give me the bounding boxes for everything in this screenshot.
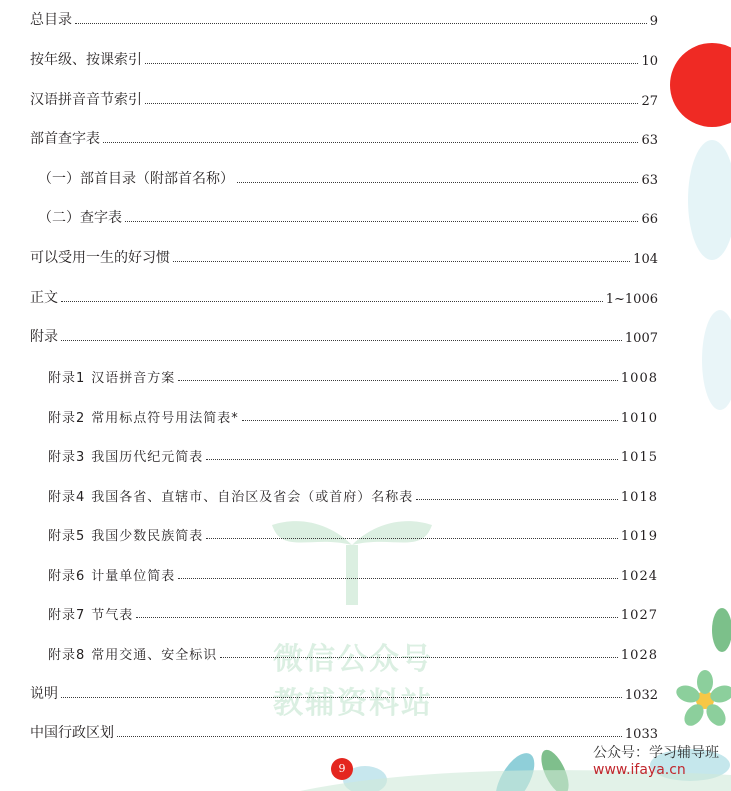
toc-entry-label: 说明 [30,686,58,702]
toc-entry-label: 我国少数民族简表 [91,529,204,544]
appendix-prefix: 附录3 [48,450,86,465]
toc-entry-page: 1008 [620,371,658,386]
toc-entry-page: 1019 [620,529,658,544]
leader-dots [125,220,638,222]
toc-entry-label: 总目录 [30,12,72,28]
toc-entry-page: 63 [641,173,658,188]
toc-appendix-entry[interactable] [48,481,658,505]
toc-entry-label: 常用标点符号用法简表* [91,411,239,426]
toc-entry-page: 1033 [624,727,658,742]
leader-dots [178,379,618,381]
toc-entry-page: 1028 [620,648,658,663]
toc-entry-label: 汉语拼音音节索引 [30,92,142,108]
toc-entry-page: 1032 [624,688,658,703]
toc-entry-page: 104 [633,252,658,267]
toc-entry-label: 常用交通、安全标识 [91,648,218,663]
toc-entry-label: 可以受用一生的好习惯 [30,250,170,266]
toc-entry[interactable] [30,679,658,703]
toc-entry-page: 1007 [624,331,658,346]
leader-dots [206,458,618,460]
appendix-prefix: 附录2 [48,411,86,426]
toc-entry[interactable] [30,85,658,109]
toc-appendix-entry[interactable] [48,362,658,386]
appendix-prefix: 附录6 [48,569,86,584]
leader-dots [178,577,618,579]
leader-dots [103,141,638,143]
toc-appendix-entry[interactable] [48,599,658,623]
page-number-badge: 9 [331,758,353,780]
appendix-prefix: 附录7 [48,608,86,623]
toc-entry-label: 我国各省、直辖市、自治区及省会（或首府）名称表 [91,490,414,505]
toc-entry[interactable] [38,203,658,227]
toc-entry-label: 部首查字表 [30,131,100,147]
footer-watermark [593,742,719,778]
leader-dots [416,498,618,500]
toc-entry[interactable] [38,164,658,188]
toc-entry-label: 中国行政区划 [30,725,114,741]
toc-entry[interactable] [30,124,658,148]
toc-entry-page: 1~1006 [605,292,658,307]
toc-appendix-entry[interactable] [48,560,658,584]
leader-dots [61,339,622,341]
watermark-line2: 教辅资料站 [273,686,433,721]
toc-entry-label: 我国历代纪元简表 [91,450,204,465]
toc-entry[interactable] [30,283,658,307]
toc-entry-page: 27 [641,94,658,109]
leader-dots [173,260,630,262]
toc-entry-page: 63 [641,133,658,148]
toc-entry-page: 1018 [620,490,658,505]
appendix-prefix: 附录4 [48,490,86,505]
toc-entry-label: 计量单位简表 [91,569,176,584]
toc-appendix-entry[interactable] [48,402,658,426]
toc-entry-page: 1027 [620,608,658,623]
leader-dots [220,656,618,658]
leader-dots [206,537,618,539]
toc-entry-page: 9 [649,14,658,29]
toc-appendix-entry[interactable] [48,520,658,544]
toc-entry[interactable] [30,243,658,267]
toc-entry[interactable] [30,322,658,346]
site-url: www.ifaya.cn [593,762,686,778]
toc-appendix-entry[interactable] [48,639,658,663]
watermark-line1: 微信公众号 [273,642,433,677]
toc-entry-label: （二）查字表 [38,210,122,226]
toc-entry[interactable] [30,718,658,742]
toc-entry-page: 66 [641,212,658,227]
leader-dots [145,102,638,104]
leader-dots [61,696,622,698]
toc-entry[interactable] [30,5,658,29]
leader-dots [75,22,647,24]
toc-entry-label: 按年级、按课索引 [30,52,142,68]
appendix-prefix: 附录1 [48,371,86,386]
leader-dots [136,616,618,618]
toc-entry-label: 汉语拼音方案 [91,371,176,386]
account-label: 公众号：学习辅导班 [593,745,719,761]
toc-entry-label: 节气表 [91,608,134,623]
toc-entry-label: 附录 [30,329,58,345]
toc-entry[interactable] [30,45,658,69]
appendix-prefix: 附录5 [48,529,86,544]
leader-dots [237,181,638,183]
toc-appendix-entry[interactable] [48,441,658,465]
toc-entry-page: 1024 [620,569,658,584]
leader-dots [242,419,618,421]
appendix-prefix: 附录8 [48,648,86,663]
toc-entry-page: 10 [641,54,658,69]
leader-dots [61,300,603,302]
leader-dots [145,62,638,64]
toc-entry-page: 1015 [620,450,658,465]
leader-dots [117,735,622,737]
toc-entry-label: （一）部首目录（附部首名称） [38,171,234,187]
toc-entry-page: 1010 [620,411,658,426]
toc-entry-label: 正文 [30,290,58,306]
